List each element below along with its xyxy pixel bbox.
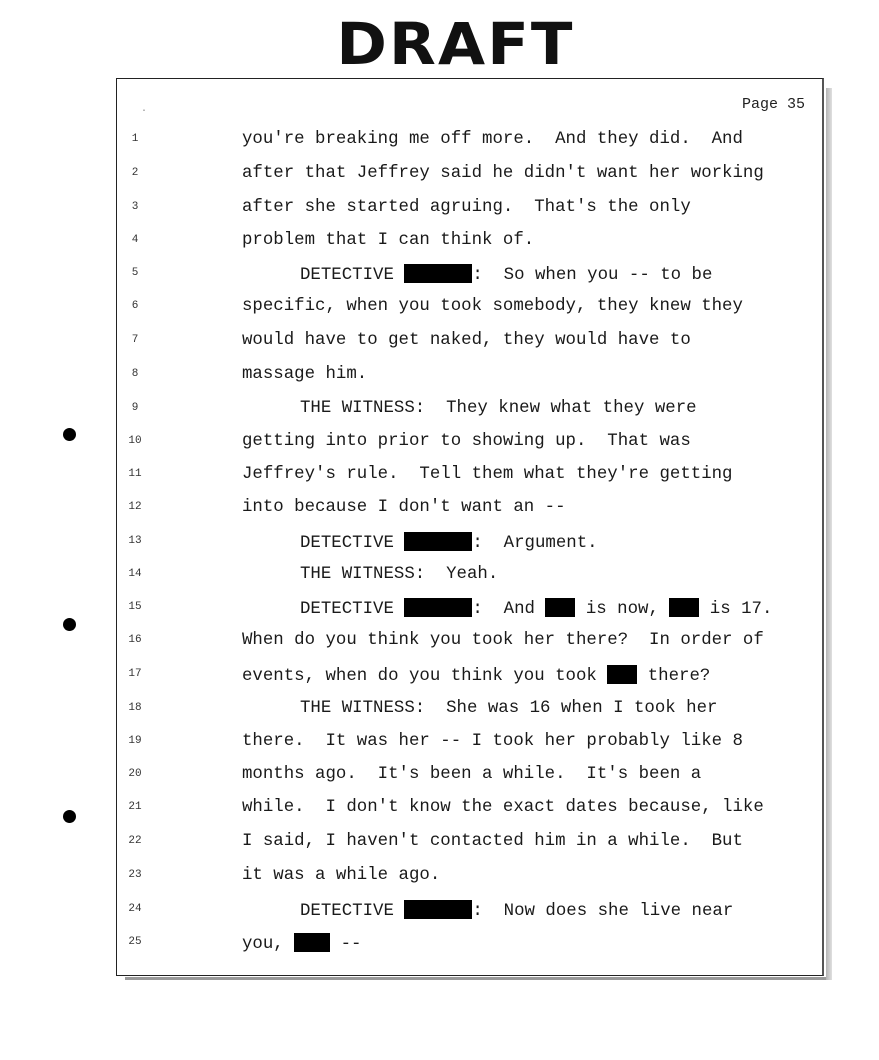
redaction-bar xyxy=(294,933,330,952)
transcript-line xyxy=(242,765,701,784)
line-number: 23 xyxy=(128,869,142,881)
line-number: 21 xyxy=(128,801,142,813)
redaction-bar xyxy=(404,900,472,919)
page-number: Page 35 xyxy=(742,96,806,113)
transcript-text: would have to get naked, they would have to xyxy=(242,331,691,350)
transcript-line xyxy=(300,565,498,584)
transcript-text: is now, xyxy=(575,600,670,619)
line-number: 22 xyxy=(128,835,142,847)
line-number: 4 xyxy=(131,234,139,246)
transcript-line xyxy=(242,732,743,751)
draft-stamp: DRAFT xyxy=(336,10,575,78)
transcript-line xyxy=(242,331,691,350)
transcript-text: specific, when you took somebody, they knew they xyxy=(242,297,743,316)
transcript-text: Jeffrey's rule. Tell them what they're getting xyxy=(242,465,733,484)
transcript-line xyxy=(300,900,733,921)
margin-bullet xyxy=(63,618,76,631)
line-number: 18 xyxy=(128,702,142,714)
margin-bullet xyxy=(63,428,76,441)
transcript-text: while. I don't know the exact dates because, like xyxy=(242,798,764,817)
transcript-text: you're breaking me off more. And they did. And xyxy=(242,130,743,149)
transcript-text: events, when do you think you took xyxy=(242,667,608,686)
line-number: 13 xyxy=(128,535,142,547)
transcript-text: there. It was her -- I took her probably like 8 xyxy=(242,732,743,751)
transcript-text: THE WITNESS: She was 16 when I took her xyxy=(300,699,718,718)
transcript-text: you, xyxy=(242,935,295,954)
transcript-line xyxy=(242,297,743,316)
transcript-line xyxy=(300,264,712,285)
line-number: 11 xyxy=(128,468,142,480)
transcript-text: DETECTIVE xyxy=(300,266,405,285)
line-number: 19 xyxy=(128,735,142,747)
line-number: 7 xyxy=(131,334,139,346)
transcript-line xyxy=(300,598,772,619)
transcript-line xyxy=(300,699,717,718)
transcript-text: problem that I can think of. xyxy=(242,231,535,250)
transcript-text: after that Jeffrey said he didn't want her working xyxy=(242,164,764,183)
transcript-text: massage him. xyxy=(242,365,368,384)
line-number: 15 xyxy=(128,601,142,613)
redaction-bar xyxy=(404,532,472,551)
page-mark: . xyxy=(141,104,148,115)
transcript-text: getting into prior to showing up. That was xyxy=(242,432,691,451)
transcript-text: months ago. It's been a while. It's been a xyxy=(242,765,702,784)
transcript-line xyxy=(242,631,764,650)
transcript-line xyxy=(242,432,691,451)
transcript-text: : Now does she live near xyxy=(472,902,734,921)
line-number: 24 xyxy=(128,903,142,915)
margin-bullet xyxy=(63,810,76,823)
transcript-line xyxy=(242,798,764,817)
page-edge-shadow xyxy=(826,88,832,980)
line-number: 9 xyxy=(131,402,139,414)
transcript-text: DETECTIVE xyxy=(300,600,405,619)
line-number: 2 xyxy=(131,167,139,179)
redaction-bar xyxy=(404,598,472,617)
line-number: 8 xyxy=(131,368,139,380)
line-number: 6 xyxy=(131,300,139,312)
transcript-text: When do you think you took her there? In order of xyxy=(242,631,764,650)
transcript-text: after she started agruing. That's the only xyxy=(242,198,691,217)
transcript-line xyxy=(300,532,598,553)
transcript-text: it was a while ago. xyxy=(242,866,441,885)
transcript-text: DETECTIVE xyxy=(300,534,405,553)
line-number: 5 xyxy=(131,267,139,279)
transcript-text: THE WITNESS: They knew what they were xyxy=(300,399,697,418)
transcript-line xyxy=(300,399,697,418)
line-number: 16 xyxy=(128,634,142,646)
transcript-text: -- xyxy=(330,935,362,954)
line-number: 1 xyxy=(131,133,139,145)
transcript-text: : So when you -- to be xyxy=(472,266,713,285)
line-number: 17 xyxy=(128,668,142,680)
transcript-text: : Argument. xyxy=(472,534,598,553)
redaction-bar xyxy=(669,598,699,617)
transcript-line xyxy=(242,198,691,217)
line-number: 25 xyxy=(128,936,142,948)
redaction-bar xyxy=(607,665,637,684)
transcript-line xyxy=(242,164,764,183)
transcript-line xyxy=(242,231,534,250)
transcript-text: I said, I haven't contacted him in a while. But xyxy=(242,832,743,851)
transcript-text: is 17. xyxy=(699,600,773,619)
transcript-line xyxy=(242,465,733,484)
transcript-line xyxy=(242,365,367,384)
transcript-text: DETECTIVE xyxy=(300,902,405,921)
line-number: 14 xyxy=(128,568,142,580)
line-number: 10 xyxy=(128,435,142,447)
line-number: 3 xyxy=(131,201,139,213)
transcript-text: into because I don't want an -- xyxy=(242,498,566,517)
transcript-text: THE WITNESS: Yeah. xyxy=(300,565,499,584)
transcript-line xyxy=(242,832,743,851)
transcript-text: there? xyxy=(637,667,711,686)
transcript-line xyxy=(242,665,710,686)
transcript-text: : And xyxy=(472,600,546,619)
redaction-bar xyxy=(545,598,575,617)
redaction-bar xyxy=(404,264,472,283)
transcript-line xyxy=(242,130,743,149)
transcript-line xyxy=(242,498,566,517)
line-number: 20 xyxy=(128,768,142,780)
transcript-line xyxy=(242,866,440,885)
transcript-line xyxy=(242,933,362,954)
line-number: 12 xyxy=(128,501,142,513)
